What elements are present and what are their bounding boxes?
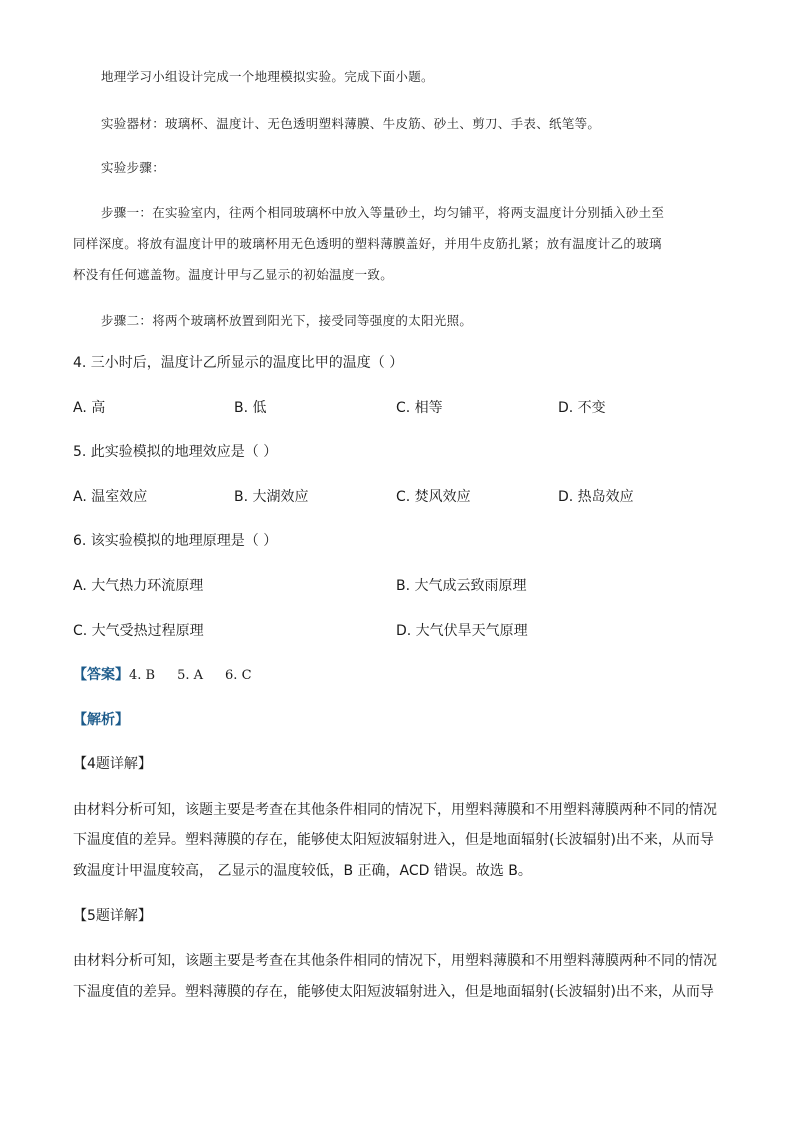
detail-4-heading: 【4题详解】 (73, 756, 152, 772)
q6-option-b: B. 大气成云致雨原理 (396, 578, 527, 594)
q5-option-d: D. 热岛效应 (558, 489, 634, 505)
detail-5-line-2: 下温度值的差异。塑料薄膜的存在，能够使太阳短波辐射进入，但是地面辐射(长波辐射)出不来，从而导 (73, 984, 714, 1000)
answer-item-5: 5. A (177, 668, 204, 683)
question-4-stem: 4. 三小时后，温度计乙所显示的温度比甲的温度（ ） (73, 355, 404, 371)
detail-4-line-1: 由材料分析可知，该题主要是考查在其他条件相同的情况下，用塑料薄膜和不用塑料薄膜两种不同的情况 (73, 802, 717, 818)
q4-option-b: B. 低 (234, 400, 267, 416)
detail-4-line-2: 下温度值的差异。塑料薄膜的存在，能够使太阳短波辐射进入，但是地面辐射(长波辐射)出不来，从而导 (73, 832, 714, 848)
q6-option-c: C. 大气受热过程原理 (73, 623, 204, 639)
detail-5-heading: 【5题详解】 (73, 908, 152, 924)
step1-line-3: 杯没有任何遮盖物。温度计甲与乙显示的初始温度一致。 (73, 267, 394, 282)
answer-label: 【答案】 (73, 667, 129, 683)
question-5-stem: 5. 此实验模拟的地理效应是（ ） (73, 444, 278, 460)
step1-line-2: 同样深度。将放有温度计甲的玻璃杯用无色透明的塑料薄膜盖好，并用牛皮筋扎紧；放有温度计乙的玻璃 (73, 236, 662, 251)
answer-item-6: 6. C (225, 668, 252, 683)
answer-line (73, 664, 274, 684)
answer-item-4: 4. B (129, 668, 156, 683)
q4-option-a: A. 高 (73, 400, 106, 416)
intro-line-1: 地理学习小组设计完成一个地理模拟实验。完成下面小题。 (101, 69, 434, 84)
step1-line-1: 步骤一：在实验室内，往两个相同玻璃杯中放入等量砂土，均匀铺平，将两支温度计分别插入砂土至 (101, 205, 665, 220)
analysis-label: 【解析】 (73, 712, 129, 728)
q5-option-b: B. 大湖效应 (234, 489, 309, 505)
question-6-stem: 6. 该实验模拟的地理原理是（ ） (73, 533, 278, 549)
detail-5-line-1: 由材料分析可知，该题主要是考查在其他条件相同的情况下，用塑料薄膜和不用塑料薄膜两种不同的情况 (73, 953, 717, 969)
q4-option-c: C. 相等 (396, 400, 443, 416)
intro-materials: 实验器材：玻璃杯、温度计、无色透明塑料薄膜、牛皮筋、砂土、剪刀、手表、纸笔等。 (101, 116, 601, 131)
q5-option-c: C. 焚风效应 (396, 489, 471, 505)
q5-option-a: A. 温室效应 (73, 489, 148, 505)
step2-line: 步骤二：将两个玻璃杯放置到阳光下，接受同等强度的太阳光照。 (101, 313, 473, 328)
q6-option-d: D. 大气伏旱天气原理 (396, 623, 528, 639)
q4-option-d: D. 不变 (558, 400, 606, 416)
q6-option-a: A. 大气热力环流原理 (73, 578, 204, 594)
detail-4-line-3: 致温度计甲温度较高， 乙显示的温度较低，B 正确，ACD 错误。故选 B。 (73, 863, 532, 879)
intro-steps-title: 实验步骤： (101, 160, 166, 175)
